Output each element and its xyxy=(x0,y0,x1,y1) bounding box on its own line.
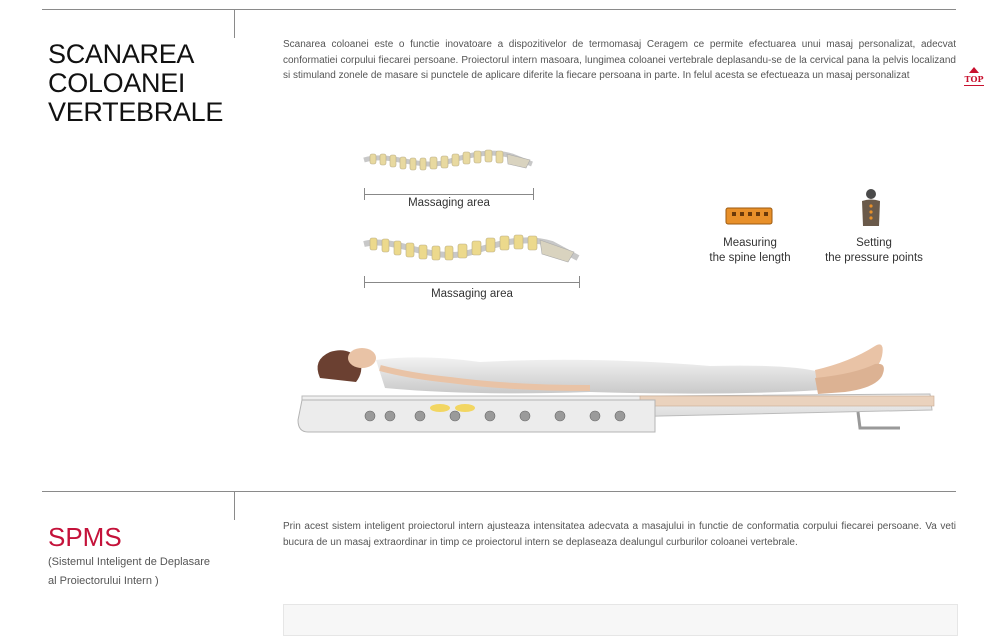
long-massaging-area-bracket xyxy=(364,276,580,288)
section2-top-rule xyxy=(42,491,956,492)
feature-measuring-line: the spine length xyxy=(709,252,791,264)
feature-pressure-line: Setting xyxy=(856,237,892,249)
section2-description: Prin acest sistem inteligent proiectorul intern ajusteaza intensitatea adecvata a masajului in functie de conformatia corpului fiecarei persoane. Va veti bucura de un masaj extraordinar in timp ce proiectorul intern se deplaseaza dealungul curburilor coloanei vertebrale. xyxy=(283,521,956,548)
feature-pressure-label xyxy=(818,236,930,266)
section1-title-line: COLOANEI xyxy=(48,68,186,98)
section2-title: SPMS xyxy=(48,522,122,552)
section1-title-line: SCANAREA xyxy=(48,39,195,69)
section2-subtitle-line: al Proiectorului Intern ) xyxy=(48,575,159,587)
back-to-top-underline xyxy=(964,85,984,86)
section1-title-line: VERTEBRALE xyxy=(48,97,224,127)
section2-divider xyxy=(234,492,235,520)
long-spine-illustration xyxy=(362,230,580,270)
short-massaging-area-label: Massaging area xyxy=(408,197,490,209)
section1-description: Scanarea coloanei este o functie inovatoare a dispozitivelor de termomasaj Ceragem ce permite efectuarea unui masaj personalizat, adecvat conformatiei corpului fiecarei persoane. Proiectorul intern masoara, lungimea coloanei vertebrale deplasandu-se de la cervical pana la pelvis localizand si stimuland zonele de masare si punctele de aplicare diferite la fiecare persoana in parte. In felul acesta se efectueaza un masaj personalizat xyxy=(283,39,956,81)
long-massaging-area-label: Massaging area xyxy=(431,288,513,300)
massage-bed-illustration xyxy=(290,316,940,436)
feature-pressure-line: the pressure points xyxy=(825,252,923,264)
section1-title xyxy=(48,40,238,127)
section2-subtitle-line: (Sistemul Inteligent de Deplasare xyxy=(48,556,211,568)
pressure-figure-icon xyxy=(859,188,883,228)
section1-divider xyxy=(234,10,235,38)
back-to-top-button[interactable] xyxy=(962,67,986,93)
feature-measuring-line: Measuring xyxy=(723,237,777,249)
short-spine-illustration xyxy=(362,148,534,176)
section1-top-rule xyxy=(42,9,956,10)
feature-measuring-label xyxy=(700,236,800,266)
section2-subtitle xyxy=(48,553,234,591)
measuring-block-icon xyxy=(725,206,773,226)
back-to-top-label: TOP xyxy=(964,74,984,84)
section2-diagram-panel xyxy=(283,604,958,636)
